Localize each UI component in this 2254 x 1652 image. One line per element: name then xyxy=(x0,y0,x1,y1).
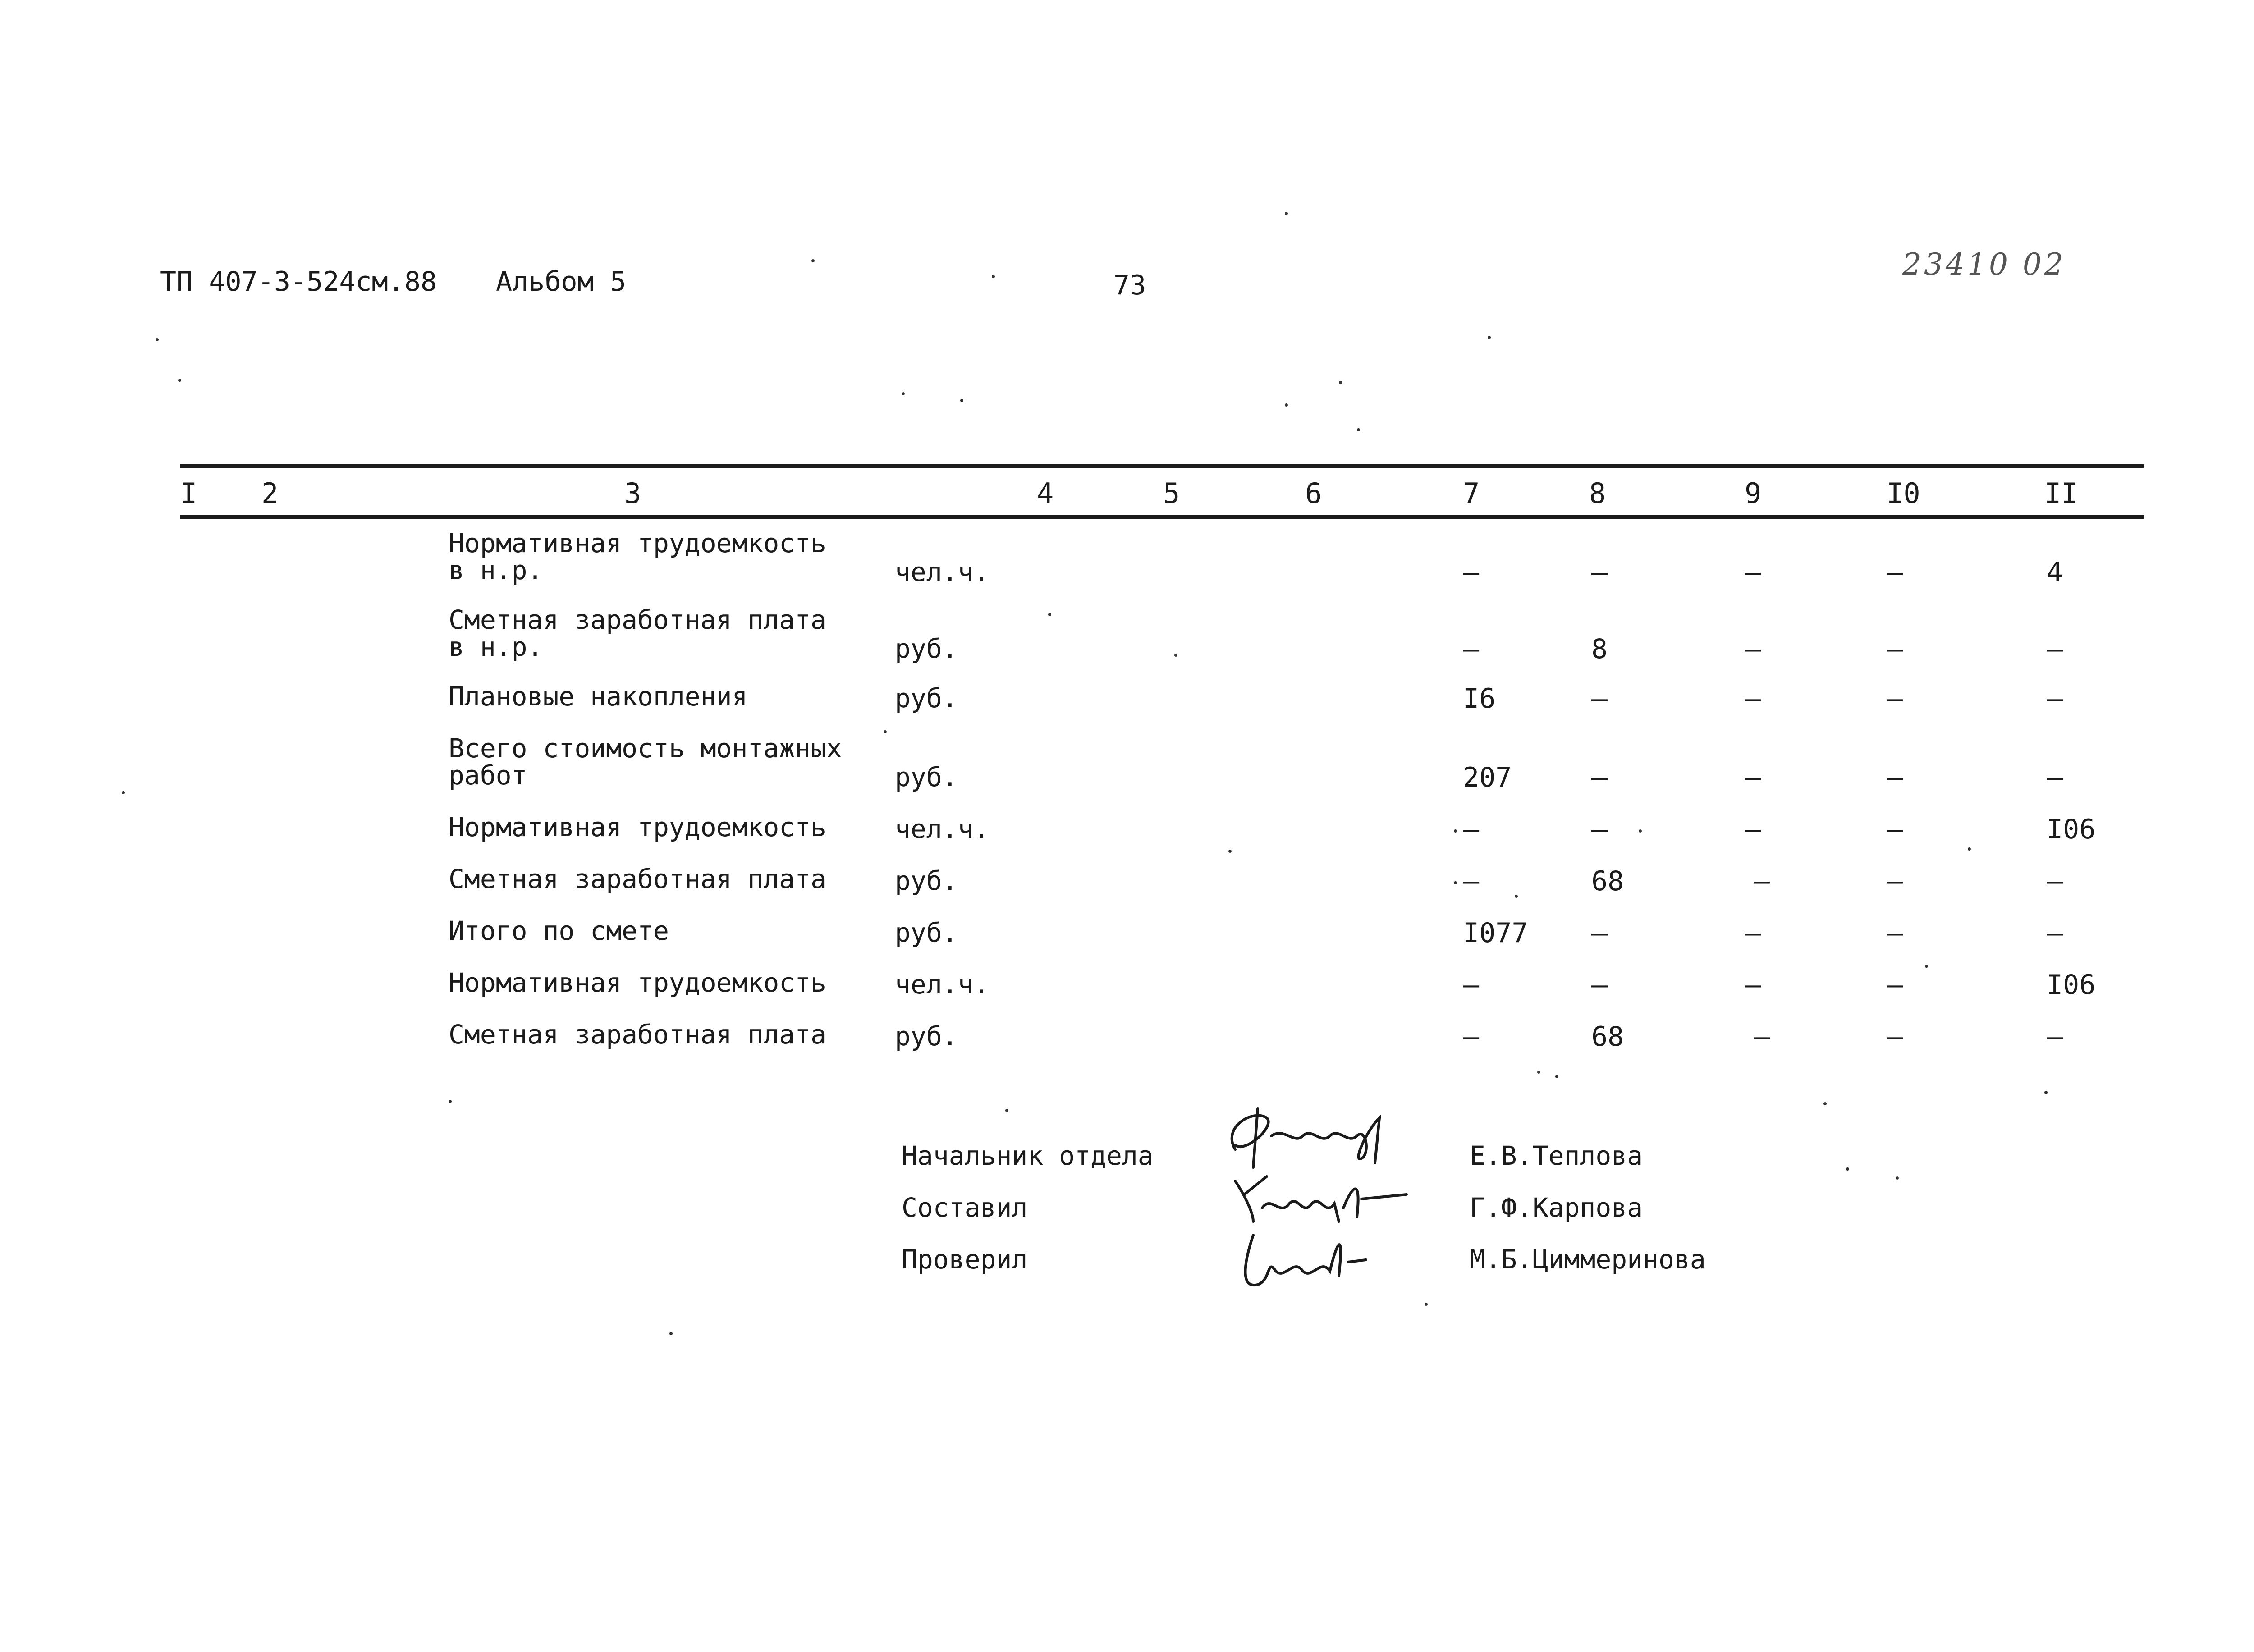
cell-col7: – xyxy=(1463,1021,1480,1053)
scan-speck xyxy=(1454,829,1457,833)
cell-col8: – xyxy=(1591,917,1608,949)
cell-col8: 68 xyxy=(1591,865,1624,897)
handwritten-signature xyxy=(1217,1100,1406,1172)
cell-col7: – xyxy=(1463,865,1480,897)
cell-col9: – xyxy=(1754,865,1770,897)
row-unit: руб. xyxy=(895,633,958,664)
scan-speck xyxy=(156,338,159,341)
cell-col10: – xyxy=(1887,1021,1903,1053)
cell-col11: – xyxy=(2047,762,2063,793)
cell-col11: I06 xyxy=(2047,814,2096,845)
scan-speck xyxy=(992,275,995,278)
scan-speck xyxy=(1896,1176,1899,1180)
column-number: 3 xyxy=(624,477,641,510)
scan-speck xyxy=(449,1100,452,1103)
cell-col10: – xyxy=(1887,633,1903,665)
cell-col9: – xyxy=(1745,557,1761,588)
cell-col8: – xyxy=(1591,683,1608,714)
cell-col8: – xyxy=(1591,557,1608,588)
cell-col8: 68 xyxy=(1591,1021,1624,1053)
cell-col11: – xyxy=(2047,865,2063,897)
cell-col11: I06 xyxy=(2047,969,2096,1001)
signature-name: М.Б.Циммеринова xyxy=(1470,1244,1706,1275)
row-description xyxy=(449,683,747,710)
scan-speck xyxy=(1048,613,1051,616)
column-number: II xyxy=(2044,477,2078,510)
scan-speck xyxy=(178,379,181,382)
cell-col10: – xyxy=(1887,683,1903,714)
cell-col9: – xyxy=(1745,633,1761,665)
cell-col9: – xyxy=(1745,814,1761,845)
scan-speck xyxy=(1285,212,1288,215)
album-label: Альбом 5 xyxy=(496,266,626,297)
cell-col11: – xyxy=(2047,633,2063,665)
row-description-line: Сметная заработная плата xyxy=(449,604,827,635)
cell-col10: – xyxy=(1887,917,1903,949)
row-description xyxy=(449,530,826,584)
scan-speck xyxy=(1454,881,1457,884)
column-number: 4 xyxy=(1037,477,1054,510)
cell-col7: – xyxy=(1463,633,1480,665)
cell-col10: – xyxy=(1887,814,1903,845)
scan-speck xyxy=(1537,1071,1540,1074)
scan-speck xyxy=(1925,965,1928,968)
cell-col9: – xyxy=(1745,969,1761,1001)
cell-col8: – xyxy=(1591,814,1608,845)
cell-col11: 4 xyxy=(2047,557,2063,588)
column-number: 9 xyxy=(1745,477,1762,510)
scan-speck xyxy=(1339,381,1342,384)
scan-speck xyxy=(1285,403,1288,407)
document-code: ТП 407-3-524см.88 xyxy=(160,266,437,297)
handwritten-signature xyxy=(1235,1226,1379,1294)
cell-col10: – xyxy=(1887,762,1903,793)
row-description xyxy=(449,814,826,841)
column-number: 6 xyxy=(1305,477,1322,510)
row-description-line: Сметная заработная плата xyxy=(449,864,827,894)
row-description-line: Плановые накопления xyxy=(449,681,748,712)
scan-speck xyxy=(884,730,887,733)
row-description-line: Нормативная трудоемкость xyxy=(449,812,827,842)
row-description xyxy=(449,735,842,789)
scan-speck xyxy=(1515,895,1518,898)
handwritten-reference: 23410 02 xyxy=(1902,247,2066,282)
scan-speck xyxy=(1968,847,1971,851)
cell-col9: – xyxy=(1754,1021,1770,1053)
row-description-line: Итого по смете xyxy=(449,915,669,946)
scan-speck xyxy=(2044,1091,2048,1094)
scan-speck xyxy=(1228,850,1232,853)
scan-speck xyxy=(669,1332,673,1335)
cell-col11: – xyxy=(2047,683,2063,714)
column-number: 5 xyxy=(1163,477,1180,510)
cell-col10: – xyxy=(1887,969,1903,1001)
cell-col8: – xyxy=(1591,762,1608,793)
cell-col7: – xyxy=(1463,969,1480,1001)
cell-col7: – xyxy=(1463,814,1480,845)
row-description xyxy=(449,969,826,996)
scan-speck xyxy=(1823,1102,1827,1105)
row-unit: руб. xyxy=(895,1021,958,1052)
cell-col9: – xyxy=(1745,762,1761,793)
table-top-rule xyxy=(180,464,2144,468)
cell-col10: – xyxy=(1887,557,1903,588)
row-unit: руб. xyxy=(895,865,958,896)
scan-speck xyxy=(1357,428,1360,431)
row-description-line: работ xyxy=(449,760,527,791)
scan-speck xyxy=(960,399,963,402)
row-unit: чел.ч. xyxy=(895,814,990,844)
row-description-line: в н.р. xyxy=(449,555,543,586)
row-description xyxy=(449,917,669,944)
column-number: 7 xyxy=(1463,477,1480,510)
scan-speck xyxy=(1174,654,1177,657)
signature-name: Г.Ф.Карпова xyxy=(1470,1192,1643,1223)
cell-col7: I077 xyxy=(1463,917,1528,949)
column-number: 2 xyxy=(261,477,279,510)
row-description-line: Нормативная трудоемкость xyxy=(449,528,827,558)
cell-col7: 207 xyxy=(1463,762,1512,793)
row-description xyxy=(449,606,826,660)
row-unit: руб. xyxy=(895,917,958,948)
scan-speck xyxy=(122,791,125,794)
cell-col11: – xyxy=(2047,917,2063,949)
signature-role: Начальник отдела xyxy=(902,1140,1154,1171)
scan-speck xyxy=(811,259,815,262)
row-unit: чел.ч. xyxy=(895,557,990,587)
scan-speck xyxy=(1846,1167,1849,1171)
column-number: I0 xyxy=(1887,477,1920,510)
row-unit: руб. xyxy=(895,683,958,714)
scan-speck xyxy=(1639,829,1642,833)
column-number: I xyxy=(180,477,197,510)
scan-speck xyxy=(1005,1109,1008,1112)
table-header-rule xyxy=(180,515,2144,519)
cell-col7: – xyxy=(1463,557,1480,588)
signature-role: Составил xyxy=(902,1192,1028,1223)
cell-col9: – xyxy=(1745,917,1761,949)
row-unit: руб. xyxy=(895,762,958,792)
cell-col9: – xyxy=(1745,683,1761,714)
row-description xyxy=(449,1021,826,1048)
cell-col11: – xyxy=(2047,1021,2063,1053)
row-description-line: Нормативная трудоемкость xyxy=(449,967,827,998)
cell-col7: I6 xyxy=(1463,683,1496,714)
row-description-line: Сметная заработная плата xyxy=(449,1019,827,1050)
row-description-line: Всего стоимость монтажных xyxy=(449,733,842,764)
page-number: 73 xyxy=(1113,270,1146,301)
signature-name: Е.В.Теплова xyxy=(1470,1140,1643,1171)
cell-col8: 8 xyxy=(1591,633,1608,665)
scan-speck xyxy=(1488,336,1491,339)
handwritten-signature xyxy=(1226,1167,1416,1231)
scan-speck xyxy=(1425,1303,1428,1306)
cell-col10: – xyxy=(1887,865,1903,897)
row-description-line: в н.р. xyxy=(449,632,543,662)
scan-speck xyxy=(902,392,905,395)
row-unit: чел.ч. xyxy=(895,969,990,1000)
row-description xyxy=(449,865,826,892)
scan-speck xyxy=(1555,1075,1558,1078)
column-number: 8 xyxy=(1589,477,1606,510)
signature-role: Проверил xyxy=(902,1244,1028,1275)
cell-col8: – xyxy=(1591,969,1608,1001)
